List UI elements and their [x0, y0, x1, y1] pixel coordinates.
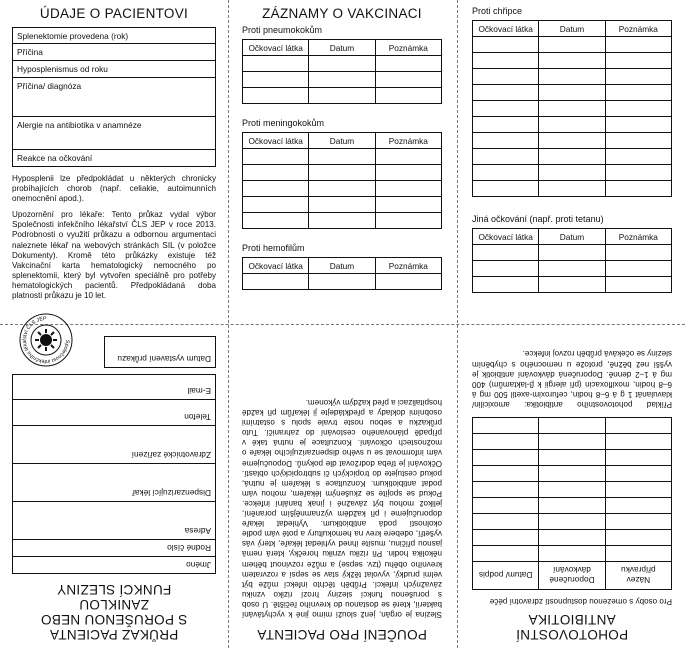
- table-row[interactable]: [473, 433, 672, 449]
- patient-advice-panel: [242, 330, 442, 642]
- col-date: Datum: [309, 40, 375, 56]
- flu-panel: [472, 6, 672, 318]
- table-row[interactable]: [243, 72, 442, 88]
- seal-text: Společnost infekčního lékařství ČLS JEP: [21, 315, 71, 365]
- patient-card-panel: [12, 315, 216, 642]
- table-row[interactable]: [473, 545, 672, 561]
- col-vaccine: Očkovací látka: [473, 229, 539, 245]
- col-date: Datum: [309, 258, 375, 274]
- table-row[interactable]: [243, 149, 442, 165]
- meningococcus-label: Proti meningokokům: [242, 118, 325, 128]
- table-row[interactable]: [243, 165, 442, 181]
- field-antibiotic-allergy[interactable]: Alergie na antibiotika v anamnéze: [12, 117, 216, 150]
- field-hyposplenism-year[interactable]: Hyposplenismus od roku: [12, 61, 216, 78]
- vaccination-panel: [242, 6, 442, 318]
- society-seal-logo: [18, 312, 74, 368]
- col-note: Poznámka: [605, 229, 671, 245]
- advice-title: POUČENÍ PRO PACIENTA: [257, 627, 427, 642]
- other-vaccination-label: Jiná očkování (např. proti tetanu): [472, 214, 604, 224]
- col-drug-name: Název přípravku: [605, 561, 671, 589]
- meningococcus-table: [242, 132, 442, 229]
- table-row[interactable]: [473, 449, 672, 465]
- col-vaccine: Očkovací látka: [243, 133, 309, 149]
- hyposplenism-note: Hyposplenii lze předpokládat u některých chronicky probíhajících chorob (např. celiakie, autoimunních onemocnění apod.).: [12, 174, 216, 204]
- table-row[interactable]: [473, 245, 672, 261]
- col-vaccine: Očkovací látka: [473, 21, 539, 37]
- antibiotics-example-text: Příklad pohotovostního antibiotika: amoxicilin/ klavulanát 1 g á 6–8 hodin, cefuroxim-axetil 500 mg á 6–8 hodin, moxifloxacin (při alergii k β-laktamům) 400 mg á 1–2 denně. Doporučená dávkování antibiotik je vyšší než běžně, protože u nemocného s chyběním sleziny se očekává průběh rozvoj infekce.: [472, 349, 672, 409]
- col-note: Poznámka: [375, 133, 441, 149]
- vaccination-title: ZÁZNAMY O VAKCINACI: [262, 6, 422, 21]
- field-facility[interactable]: Zdravotnické zařízení: [12, 426, 216, 464]
- field-vaccine-reaction[interactable]: Reakce na očkování: [12, 150, 216, 167]
- table-row[interactable]: [473, 101, 672, 117]
- field-splenectomy-year[interactable]: Splenektomie provedena (rok): [12, 27, 216, 44]
- flu-table: [472, 20, 672, 197]
- table-row[interactable]: [473, 497, 672, 513]
- col-note: Poznámka: [375, 258, 441, 274]
- col-note: Poznámka: [605, 21, 671, 37]
- card-title-line-2: S PORUŠENOU NEBO ZANIKLOU: [40, 597, 188, 627]
- table-row[interactable]: [473, 261, 672, 277]
- col-dosage: Doporučené dávkování: [539, 561, 605, 589]
- patient-data-title: ÚDAJE O PACIENTOVI: [39, 6, 189, 21]
- field-phone[interactable]: Telefon: [12, 400, 216, 426]
- col-date: Datum: [309, 133, 375, 149]
- field-email[interactable]: E-mail: [12, 374, 216, 400]
- antibiotics-panel: [472, 330, 672, 642]
- table-row[interactable]: [473, 481, 672, 497]
- card-title-line-1: PRŮKAZ PACIENTA: [49, 627, 179, 642]
- table-row[interactable]: [473, 165, 672, 181]
- haemophilus-label: Proti hemofilům: [242, 243, 305, 253]
- col-date: Datum: [539, 229, 605, 245]
- table-row[interactable]: [473, 465, 672, 481]
- table-row[interactable]: [243, 88, 442, 104]
- field-name[interactable]: Jméno: [12, 557, 216, 574]
- table-row[interactable]: [473, 69, 672, 85]
- field-issue-date[interactable]: Datum vystavení průkazu: [104, 336, 216, 368]
- field-diagnosis[interactable]: Příčina/ diagnóza: [12, 78, 216, 117]
- haemophilus-table: [242, 257, 442, 290]
- table-row[interactable]: [473, 529, 672, 545]
- col-vaccine: Očkovací látka: [243, 258, 309, 274]
- table-row[interactable]: [473, 513, 672, 529]
- table-row[interactable]: [473, 417, 672, 433]
- table-row[interactable]: [473, 133, 672, 149]
- table-row[interactable]: [473, 181, 672, 197]
- antibiotics-title: POHOTOVOSTNÍ ANTIBIOTIKA: [515, 612, 629, 642]
- field-cause[interactable]: Příčina: [12, 44, 216, 61]
- table-row[interactable]: [243, 197, 442, 213]
- card-title-line-3: FUNKCÍ SLEZINY: [56, 582, 172, 597]
- table-row[interactable]: [243, 56, 442, 72]
- col-vaccine: Očkovací látka: [243, 40, 309, 56]
- doctor-notice: Upozornění pro lékaře: Tento průkaz vydal výbor Společnosti infekčního lékařství ČLS JEP v roce 2013. Podrobnosti o využití průkazu a odbornou argumentaci naleznete lékař na webových stránkách SIL (v položce Dokumenty). Kromě této průkázky existuje též Vakcinační karta hematologický nemocného po splenektomii, který byl vytvořen speciálně pro potřeby hematologických pacientů. Předpokládaná doba platnosti průkazu je 10 let.: [12, 210, 216, 301]
- antibiotics-subtitle: Pro osoby s omezenou dostupností zdravotní péče: [489, 597, 672, 606]
- pneumococcus-label: Proti pneumokokům: [242, 25, 323, 35]
- antibiotics-table: [472, 417, 672, 590]
- table-row[interactable]: [473, 85, 672, 101]
- col-date: Datum: [539, 21, 605, 37]
- pneumococcus-table: [242, 39, 442, 104]
- advice-text: Slezina je orgán, jenž slouží mimo jiné k vychytávání bakterií, které se dostanou do krevního řečiště. U osob s porušenou funkcí sleziny hrozí riziko vzniku závažných infekcí. Průběh těchto infekcí může být velmi prudký, vyvolat těžký stav se sepsí a rozvratem krevního oběhu (tzv. sepse) a může rozvinout během několika hodin. Při riziku vzniku horečky, která nemá jasnou příčinu, musíte ihned vyhledat lékaře, který vás vyšetří, odebere krev na hemokultury a poté vám podle okolností podá antibiotikum. Vyhledat lékaře doporučujeme i při každém významnějším poranění, jelikož mohou být závažné i jinak banální infekce. Pokud se spojíte se zkušeným lékařem, mohou vám podat antibiotikum. Konzultace s lékařem je nutná, pokud cestujete do tropických či subtropických oblastí. Očkování je třeba dodržovat dle pokynů. Dopoučujeme vám informovat se u svého dispenzarizujícího lékaře o možnostech očkování. Konzultace je nutná také v případě plánovaného cestování do zahraničí. Tuto průkazku a sebou noste trvale spolu s ostatními osobními doklady a předkládejte ji lékařům při každé hospitalizaci a před každým výkonem.: [242, 398, 442, 619]
- flu-label: Proti chřipce: [472, 6, 523, 16]
- table-row[interactable]: [243, 181, 442, 197]
- table-row[interactable]: [473, 53, 672, 69]
- table-row[interactable]: [473, 117, 672, 133]
- field-physician[interactable]: Dispenzarizující lékař: [12, 464, 216, 502]
- other-vaccination-table: [472, 228, 672, 293]
- table-row[interactable]: [473, 37, 672, 53]
- patient-data-panel: [12, 6, 216, 318]
- table-row[interactable]: [473, 277, 672, 293]
- col-note: Poznámka: [375, 40, 441, 56]
- col-signature: Datum/ podpis: [473, 561, 539, 589]
- table-row[interactable]: [473, 149, 672, 165]
- table-row[interactable]: [243, 213, 442, 229]
- field-address[interactable]: Adresa: [12, 502, 216, 540]
- field-birth-number[interactable]: Rodné číslo: [12, 540, 216, 557]
- table-row[interactable]: [243, 274, 442, 290]
